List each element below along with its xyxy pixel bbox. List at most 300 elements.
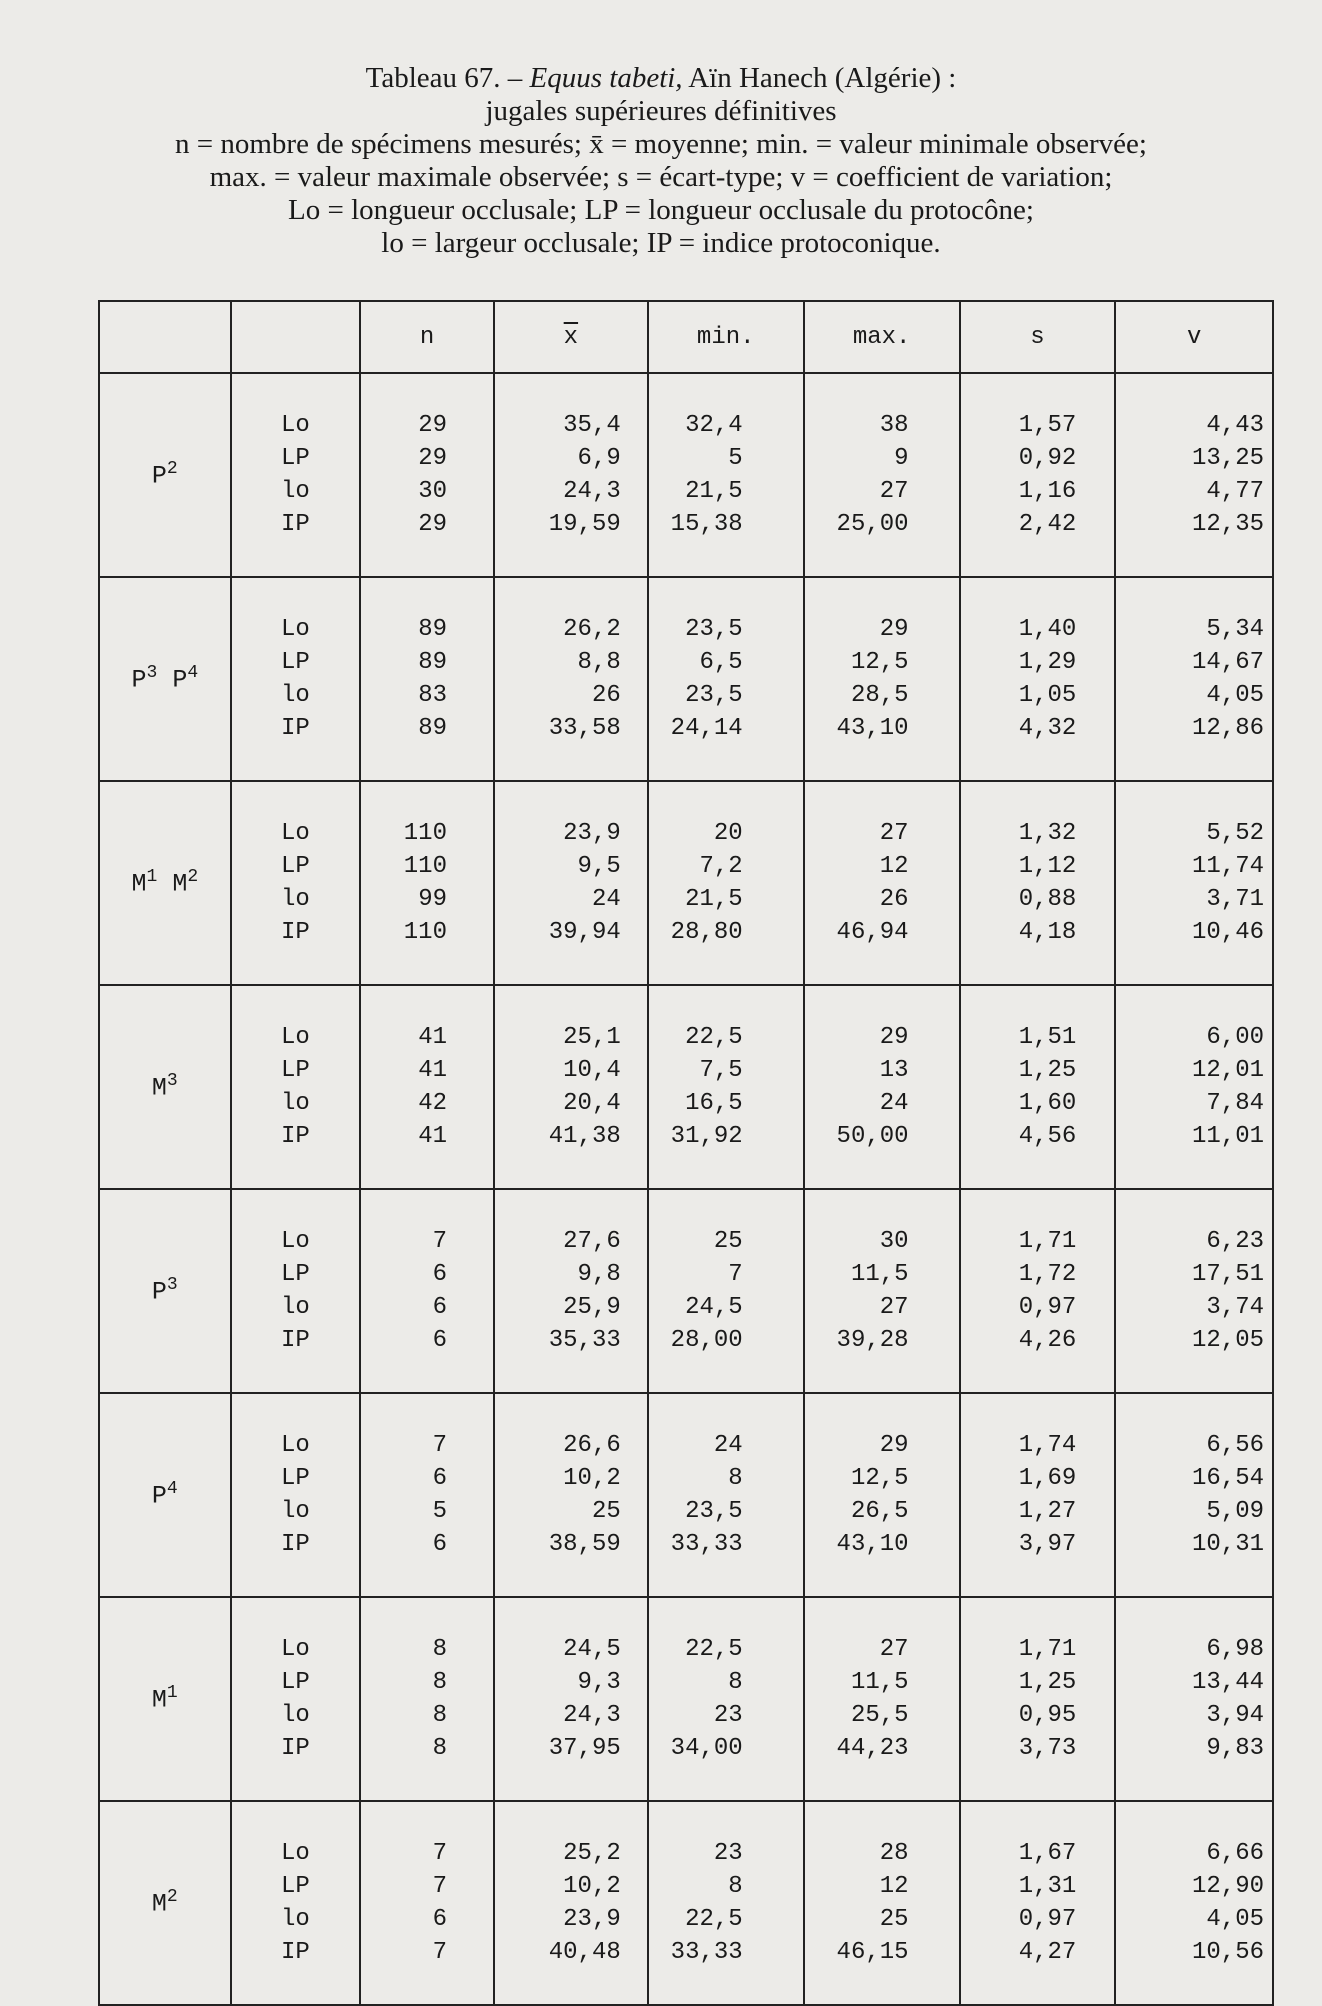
cell-mean: 9,5 bbox=[577, 852, 621, 880]
cell-min: 15,38 bbox=[670, 511, 743, 539]
cell-min: 31,92 bbox=[670, 1123, 743, 1151]
cell-measure: lo bbox=[281, 1294, 310, 1321]
cell-max: 28,5 bbox=[850, 682, 909, 709]
cell-measure: IP bbox=[281, 1531, 310, 1559]
column-min bbox=[648, 781, 804, 985]
column-s bbox=[960, 1189, 1116, 1393]
tooth-group bbox=[99, 1393, 1273, 1597]
cell-measure: LP bbox=[281, 1056, 310, 1084]
cell-max: 27 bbox=[879, 819, 909, 847]
cell-min: 5 bbox=[728, 444, 743, 472]
cell-s: 1,25 bbox=[1018, 1056, 1077, 1084]
column-n bbox=[360, 1801, 494, 2005]
tooth-name: M bbox=[151, 1889, 167, 1919]
cell-s: 1,71 bbox=[1018, 1227, 1077, 1255]
cell-n: 8 bbox=[432, 1635, 447, 1663]
cell-n: 8 bbox=[432, 1735, 447, 1763]
column-v bbox=[1115, 1597, 1273, 1801]
cell-v: 10,31 bbox=[1191, 1531, 1264, 1559]
cell-s: 0,92 bbox=[1018, 444, 1077, 472]
cell-n: 5 bbox=[432, 1498, 447, 1525]
column-s bbox=[960, 781, 1116, 985]
cell-min: 23,5 bbox=[685, 682, 743, 709]
cell-min: 22,5 bbox=[685, 1635, 743, 1663]
column-measure bbox=[231, 1597, 361, 1801]
column-mean bbox=[494, 781, 648, 985]
tooth-label bbox=[99, 1801, 231, 2005]
cell-n: 6 bbox=[432, 1327, 447, 1355]
tooth-name-2: M bbox=[157, 869, 188, 899]
column-n bbox=[360, 577, 494, 781]
cell-min: 21,5 bbox=[685, 478, 743, 505]
cell-mean: 19,59 bbox=[548, 511, 621, 539]
cell-mean: 27,6 bbox=[563, 1227, 621, 1255]
cell-min: 8 bbox=[728, 1464, 743, 1492]
header-mean-symbol: $\overline{x}$ bbox=[563, 323, 579, 351]
cell-s: 1,05 bbox=[1018, 682, 1077, 709]
cell-s: 0,97 bbox=[1018, 1906, 1077, 1933]
column-max bbox=[804, 373, 960, 577]
cell-measure: Lo bbox=[281, 1635, 310, 1663]
cell-n: 110 bbox=[403, 852, 447, 880]
cell-v: 3,71 bbox=[1206, 886, 1264, 913]
cell-v: 12,01 bbox=[1191, 1056, 1264, 1084]
cell-n: 7 bbox=[432, 1431, 447, 1459]
cell-measure: lo bbox=[281, 1498, 310, 1525]
cell-min: 23 bbox=[713, 1702, 743, 1729]
column-min bbox=[648, 1597, 804, 1801]
column-min bbox=[648, 1393, 804, 1597]
cell-n: 29 bbox=[418, 511, 447, 539]
cell-measure: IP bbox=[281, 1735, 310, 1763]
cell-s: 1,57 bbox=[1018, 411, 1077, 439]
cell-min: 23,5 bbox=[685, 615, 743, 643]
cell-max: 38 bbox=[879, 411, 909, 439]
cell-n: 7 bbox=[432, 1839, 447, 1867]
cell-n: 83 bbox=[418, 682, 447, 709]
column-s bbox=[960, 577, 1116, 781]
cell-measure: IP bbox=[281, 1327, 310, 1355]
caption-title bbox=[40, 62, 1282, 95]
column-mean bbox=[494, 577, 648, 781]
tooth-name: M bbox=[151, 1685, 167, 1715]
tooth-name: P bbox=[151, 461, 167, 491]
cell-measure: LP bbox=[281, 1872, 310, 1900]
cell-mean: 35,4 bbox=[563, 411, 621, 439]
tooth-position: 3 bbox=[166, 1071, 178, 1092]
cell-max: 29 bbox=[879, 1023, 909, 1051]
cell-min: 7,5 bbox=[699, 1056, 743, 1084]
cell-v: 6,98 bbox=[1206, 1635, 1264, 1663]
cell-measure: Lo bbox=[281, 411, 310, 439]
column-measure bbox=[231, 373, 361, 577]
cell-mean: 24,3 bbox=[563, 1702, 621, 1729]
cell-v: 4,05 bbox=[1206, 1906, 1264, 1933]
column-measure bbox=[231, 1801, 361, 2005]
cell-n: 6 bbox=[432, 1464, 447, 1492]
column-measure bbox=[231, 985, 361, 1189]
cell-s: 1,12 bbox=[1018, 852, 1077, 880]
cell-max: 27 bbox=[879, 1635, 909, 1663]
cell-max: 25,00 bbox=[836, 511, 909, 539]
cell-max: 11,5 bbox=[850, 1260, 909, 1288]
cell-s: 4,56 bbox=[1018, 1123, 1077, 1151]
column-n bbox=[360, 373, 494, 577]
cell-max: 13 bbox=[879, 1056, 909, 1084]
tooth-group bbox=[99, 781, 1273, 985]
header-v: v bbox=[1115, 301, 1273, 373]
cell-v: 13,44 bbox=[1191, 1668, 1264, 1696]
tooth-group bbox=[99, 373, 1273, 577]
cell-measure: lo bbox=[281, 1702, 310, 1729]
tooth-label bbox=[99, 1189, 231, 1393]
cell-mean: 26 bbox=[591, 682, 621, 709]
cell-mean: 35,33 bbox=[548, 1327, 621, 1355]
cell-n: 8 bbox=[432, 1668, 447, 1696]
cell-v: 16,54 bbox=[1191, 1464, 1264, 1492]
tooth-position: 3 bbox=[166, 1275, 178, 1296]
caption-legend-1: n = nombre de spécimens mesurés; x̄ = moyenne; min. = valeur minimale observée; bbox=[175, 128, 1147, 160]
cell-min: 20 bbox=[713, 819, 743, 847]
cell-min: 23 bbox=[713, 1839, 743, 1867]
column-s bbox=[960, 1801, 1116, 2005]
cell-v: 10,46 bbox=[1191, 919, 1264, 947]
cell-mean: 39,94 bbox=[548, 919, 621, 947]
cell-v: 5,34 bbox=[1206, 615, 1264, 643]
column-mean bbox=[494, 1597, 648, 1801]
cell-measure: IP bbox=[281, 919, 310, 947]
column-max bbox=[804, 1393, 960, 1597]
column-s bbox=[960, 985, 1116, 1189]
column-n bbox=[360, 781, 494, 985]
cell-v: 4,43 bbox=[1206, 411, 1264, 439]
column-measure bbox=[231, 1393, 361, 1597]
cell-v: 7,84 bbox=[1206, 1090, 1264, 1117]
tooth-position: 2 bbox=[166, 1887, 178, 1908]
column-v bbox=[1115, 985, 1273, 1189]
cell-min: 7,2 bbox=[699, 852, 743, 880]
cell-min: 24,5 bbox=[685, 1294, 743, 1321]
column-min bbox=[648, 577, 804, 781]
column-s bbox=[960, 373, 1116, 577]
tooth-position: 1 bbox=[166, 1683, 178, 1704]
column-max bbox=[804, 1189, 960, 1393]
tooth-name: P bbox=[131, 665, 147, 695]
column-n bbox=[360, 1597, 494, 1801]
cell-v: 5,09 bbox=[1206, 1498, 1264, 1525]
table-caption bbox=[40, 62, 1282, 260]
cell-measure: IP bbox=[281, 1939, 310, 1967]
tooth-label bbox=[99, 577, 231, 781]
cell-v: 3,74 bbox=[1206, 1294, 1264, 1321]
cell-min: 25 bbox=[713, 1227, 743, 1255]
column-max bbox=[804, 1801, 960, 2005]
tooth-label bbox=[99, 1393, 231, 1597]
cell-max: 24 bbox=[879, 1090, 909, 1117]
cell-n: 99 bbox=[418, 886, 447, 913]
cell-n: 41 bbox=[418, 1023, 447, 1051]
column-n bbox=[360, 1393, 494, 1597]
cell-min: 22,5 bbox=[685, 1906, 743, 1933]
cell-max: 27 bbox=[879, 1294, 909, 1321]
column-min bbox=[648, 985, 804, 1189]
cell-mean: 10,2 bbox=[563, 1872, 621, 1900]
cell-min: 7 bbox=[728, 1260, 743, 1288]
cell-s: 4,26 bbox=[1018, 1327, 1077, 1355]
cell-max: 46,15 bbox=[836, 1939, 909, 1967]
cell-s: 1,27 bbox=[1018, 1498, 1077, 1525]
cell-s: 1,72 bbox=[1018, 1260, 1077, 1288]
cell-s: 1,67 bbox=[1018, 1839, 1077, 1867]
tooth-label bbox=[99, 781, 231, 985]
cell-mean: 10,2 bbox=[563, 1464, 621, 1492]
cell-mean: 38,59 bbox=[548, 1531, 621, 1559]
cell-measure: IP bbox=[281, 511, 310, 539]
column-mean bbox=[494, 373, 648, 577]
cell-s: 0,88 bbox=[1018, 886, 1077, 913]
cell-n: 30 bbox=[418, 478, 447, 505]
column-v bbox=[1115, 1189, 1273, 1393]
column-max bbox=[804, 1597, 960, 1801]
tooth-name-2: P bbox=[157, 665, 188, 695]
cell-mean: 9,3 bbox=[577, 1668, 621, 1696]
cell-measure: lo bbox=[281, 682, 310, 709]
tooth-label bbox=[99, 1597, 231, 1801]
tooth-position: 1 bbox=[146, 867, 158, 888]
cell-v: 14,67 bbox=[1191, 648, 1264, 676]
cell-mean: 26,2 bbox=[563, 615, 621, 643]
cell-s: 1,71 bbox=[1018, 1635, 1077, 1663]
caption-title-prefix: Tableau 67. – bbox=[365, 62, 530, 94]
cell-max: 44,23 bbox=[836, 1735, 909, 1763]
cell-s: 1,51 bbox=[1018, 1023, 1077, 1051]
column-mean bbox=[494, 1801, 648, 2005]
cell-max: 26 bbox=[879, 886, 909, 913]
cell-v: 12,90 bbox=[1191, 1872, 1264, 1900]
cell-v: 17,51 bbox=[1191, 1260, 1264, 1288]
cell-max: 12,5 bbox=[850, 648, 909, 676]
cell-min: 21,5 bbox=[685, 886, 743, 913]
column-v bbox=[1115, 781, 1273, 985]
cell-n: 110 bbox=[403, 919, 447, 947]
cell-s: 4,27 bbox=[1018, 1939, 1077, 1967]
column-max bbox=[804, 781, 960, 985]
cell-mean: 24 bbox=[591, 886, 621, 913]
column-min bbox=[648, 1189, 804, 1393]
cell-n: 41 bbox=[418, 1123, 447, 1151]
column-n bbox=[360, 985, 494, 1189]
header-max: max. bbox=[804, 301, 960, 373]
column-mean bbox=[494, 1393, 648, 1597]
cell-max: 25 bbox=[879, 1906, 909, 1933]
cell-mean: 25 bbox=[591, 1498, 621, 1525]
cell-v: 12,05 bbox=[1191, 1327, 1264, 1355]
tooth-name: P bbox=[151, 1481, 167, 1511]
cell-measure: LP bbox=[281, 648, 310, 676]
cell-max: 29 bbox=[879, 1431, 909, 1459]
cell-min: 32,4 bbox=[685, 411, 743, 439]
tooth-label bbox=[99, 373, 231, 577]
cell-max: 11,5 bbox=[850, 1668, 909, 1696]
cell-n: 42 bbox=[418, 1090, 447, 1117]
cell-min: 22,5 bbox=[685, 1023, 743, 1051]
cell-mean: 37,95 bbox=[548, 1735, 621, 1763]
cell-max: 39,28 bbox=[836, 1327, 909, 1355]
cell-n: 6 bbox=[432, 1294, 447, 1321]
cell-max: 28 bbox=[879, 1839, 909, 1867]
cell-v: 9,83 bbox=[1206, 1735, 1264, 1763]
caption-legend-4: lo = largeur occlusale; IP = indice protoconique. bbox=[381, 227, 941, 259]
cell-max: 43,10 bbox=[836, 715, 909, 743]
cell-n: 6 bbox=[432, 1906, 447, 1933]
tooth-group bbox=[99, 577, 1273, 781]
cell-measure: IP bbox=[281, 715, 310, 743]
tooth-name: M bbox=[131, 869, 147, 899]
cell-measure: Lo bbox=[281, 1227, 310, 1255]
cell-mean: 20,4 bbox=[563, 1090, 621, 1117]
cell-max: 43,10 bbox=[836, 1531, 909, 1559]
cell-mean: 8,8 bbox=[577, 648, 621, 676]
cell-n: 110 bbox=[403, 819, 447, 847]
cell-max: 12,5 bbox=[850, 1464, 909, 1492]
cell-measure: LP bbox=[281, 1260, 310, 1288]
caption-legend-2: max. = valeur maximale observée; s = écart-type; v = coefficient de variation; bbox=[209, 161, 1113, 193]
cell-s: 1,31 bbox=[1018, 1872, 1077, 1900]
column-s bbox=[960, 1393, 1116, 1597]
cell-s: 1,16 bbox=[1018, 478, 1077, 505]
header-measure bbox=[231, 301, 361, 373]
cell-v: 13,25 bbox=[1191, 444, 1264, 472]
column-measure bbox=[231, 781, 361, 985]
cell-measure: Lo bbox=[281, 1431, 310, 1459]
tooth-group bbox=[99, 985, 1273, 1189]
tooth-position: 4 bbox=[166, 1479, 178, 1500]
column-v bbox=[1115, 577, 1273, 781]
header-n: n bbox=[360, 301, 494, 373]
cell-mean: 25,2 bbox=[563, 1839, 621, 1867]
column-min bbox=[648, 373, 804, 577]
cell-n: 7 bbox=[432, 1227, 447, 1255]
tooth-position-2: 4 bbox=[187, 663, 199, 684]
cell-n: 7 bbox=[432, 1939, 447, 1967]
cell-min: 24 bbox=[713, 1431, 743, 1459]
cell-mean: 40,48 bbox=[548, 1939, 621, 1967]
cell-mean: 10,4 bbox=[563, 1056, 621, 1084]
cell-max: 9 bbox=[894, 444, 909, 472]
cell-mean: 25,9 bbox=[563, 1294, 621, 1321]
cell-s: 1,69 bbox=[1018, 1464, 1077, 1492]
tooth-group bbox=[99, 1801, 1273, 2005]
cell-max: 50,00 bbox=[836, 1123, 909, 1151]
cell-max: 27 bbox=[879, 478, 909, 505]
cell-v: 6,66 bbox=[1206, 1839, 1264, 1867]
cell-mean: 6,9 bbox=[577, 444, 621, 472]
cell-max: 25,5 bbox=[850, 1702, 909, 1729]
cell-s: 0,97 bbox=[1018, 1294, 1077, 1321]
cell-n: 8 bbox=[432, 1702, 447, 1729]
cell-mean: 41,38 bbox=[548, 1123, 621, 1151]
cell-n: 89 bbox=[418, 648, 447, 676]
cell-n: 29 bbox=[418, 411, 447, 439]
cell-measure: LP bbox=[281, 1668, 310, 1696]
cell-s: 1,40 bbox=[1018, 615, 1077, 643]
cell-v: 5,52 bbox=[1206, 819, 1264, 847]
cell-min: 6,5 bbox=[699, 648, 743, 676]
cell-measure: lo bbox=[281, 1090, 310, 1117]
cell-measure: lo bbox=[281, 1906, 310, 1933]
cell-v: 3,94 bbox=[1206, 1702, 1264, 1729]
cell-v: 4,77 bbox=[1206, 478, 1264, 505]
cell-s: 3,97 bbox=[1018, 1531, 1077, 1559]
column-measure bbox=[231, 1189, 361, 1393]
cell-s: 1,60 bbox=[1018, 1090, 1077, 1117]
cell-min: 33,33 bbox=[670, 1531, 743, 1559]
cell-v: 6,00 bbox=[1206, 1023, 1264, 1051]
cell-measure: LP bbox=[281, 1464, 310, 1492]
cell-min: 16,5 bbox=[685, 1090, 743, 1117]
column-min bbox=[648, 1801, 804, 2005]
cell-measure: LP bbox=[281, 444, 310, 472]
header-mean bbox=[494, 301, 648, 373]
header-row bbox=[99, 301, 1273, 373]
caption-species: Equus tabeti, bbox=[529, 62, 683, 94]
column-measure bbox=[231, 577, 361, 781]
column-mean bbox=[494, 985, 648, 1189]
cell-min: 23,5 bbox=[685, 1498, 743, 1525]
cell-v: 12,35 bbox=[1191, 511, 1264, 539]
cell-n: 6 bbox=[432, 1531, 447, 1559]
cell-v: 12,86 bbox=[1191, 715, 1264, 743]
header-tooth bbox=[99, 301, 231, 373]
cell-n: 89 bbox=[418, 615, 447, 643]
cell-max: 12 bbox=[879, 1872, 909, 1900]
cell-mean: 26,6 bbox=[563, 1431, 621, 1459]
cell-mean: 24,3 bbox=[563, 478, 621, 505]
column-v bbox=[1115, 373, 1273, 577]
tooth-position: 3 bbox=[146, 663, 158, 684]
header-min: min. bbox=[648, 301, 804, 373]
column-max bbox=[804, 577, 960, 781]
cell-v: 11,74 bbox=[1191, 852, 1264, 880]
tooth-group bbox=[99, 1189, 1273, 1393]
cell-measure: Lo bbox=[281, 1023, 310, 1051]
cell-n: 6 bbox=[432, 1260, 447, 1288]
cell-v: 10,56 bbox=[1191, 1939, 1264, 1967]
cell-measure: Lo bbox=[281, 615, 310, 643]
tooth-name: P bbox=[151, 1277, 167, 1307]
cell-n: 41 bbox=[418, 1056, 447, 1084]
column-mean bbox=[494, 1189, 648, 1393]
cell-n: 29 bbox=[418, 444, 447, 472]
column-v bbox=[1115, 1393, 1273, 1597]
cell-s: 1,25 bbox=[1018, 1668, 1077, 1696]
cell-min: 8 bbox=[728, 1668, 743, 1696]
cell-measure: Lo bbox=[281, 1839, 310, 1867]
cell-mean: 23,9 bbox=[563, 1906, 621, 1933]
cell-s: 1,32 bbox=[1018, 819, 1077, 847]
cell-mean: 24,5 bbox=[563, 1635, 621, 1663]
caption-legend-3: Lo = longueur occlusale; LP = longueur occlusale du protocône; bbox=[288, 194, 1034, 226]
column-max bbox=[804, 985, 960, 1189]
cell-measure: lo bbox=[281, 478, 310, 505]
header-s: s bbox=[960, 301, 1116, 373]
cell-s: 1,29 bbox=[1018, 648, 1077, 676]
tooth-position-2: 2 bbox=[187, 867, 199, 888]
cell-mean: 33,58 bbox=[548, 715, 621, 743]
cell-measure: Lo bbox=[281, 819, 310, 847]
column-n bbox=[360, 1189, 494, 1393]
tooth-group bbox=[99, 1597, 1273, 1801]
